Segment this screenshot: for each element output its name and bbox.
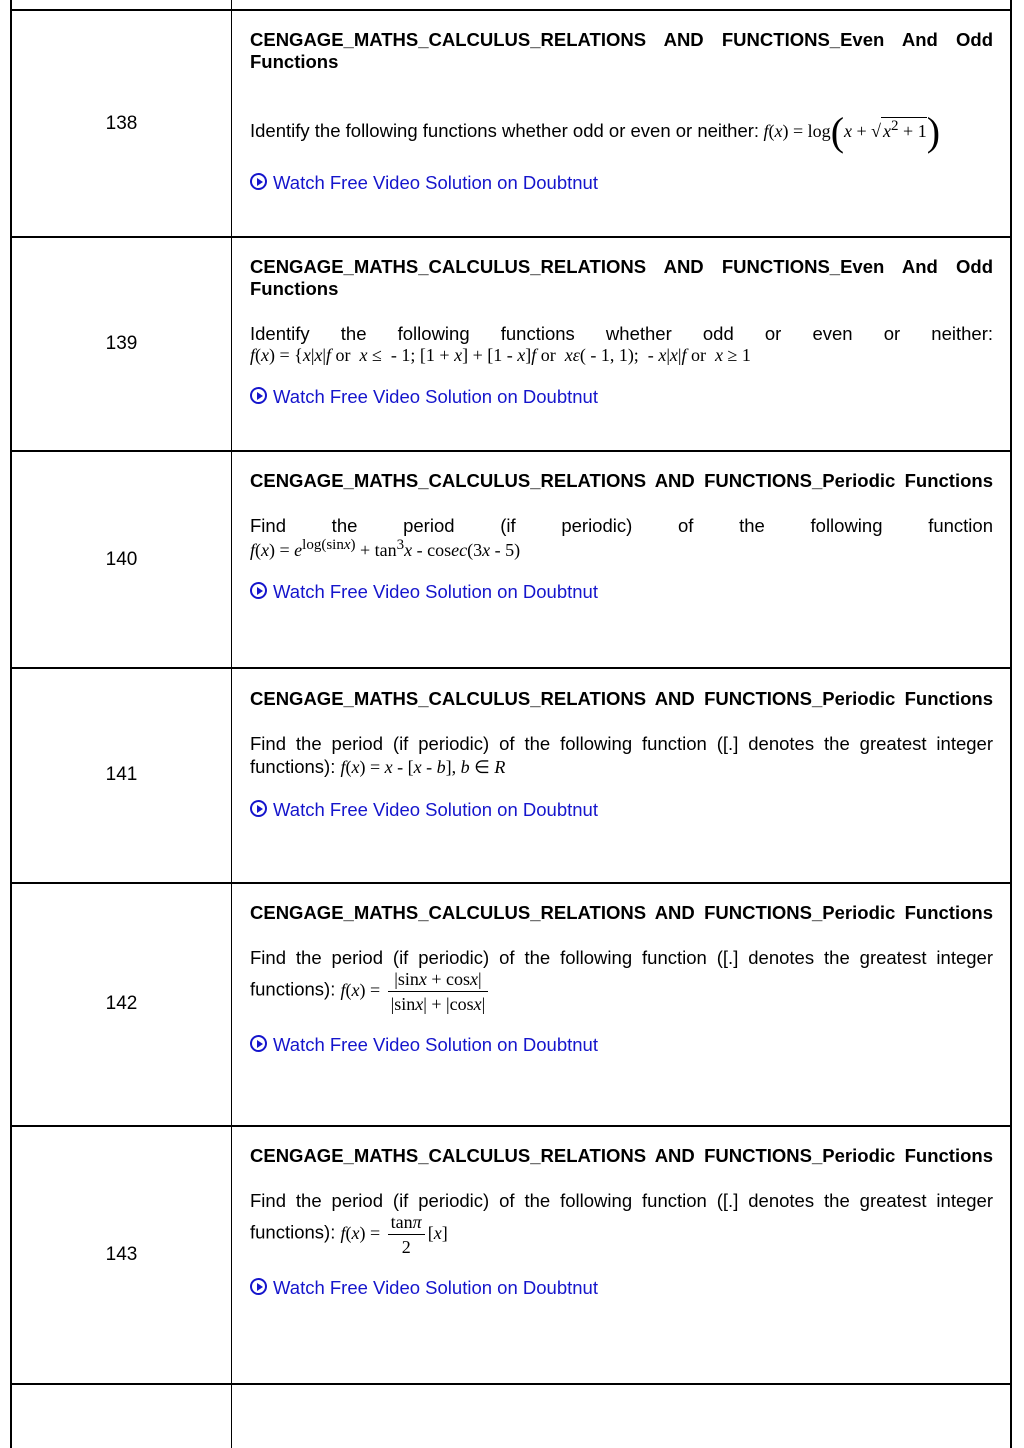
watch-video-link[interactable] bbox=[250, 172, 993, 194]
watch-video-link[interactable] bbox=[250, 581, 993, 603]
play-icon bbox=[250, 173, 267, 190]
question-text-line bbox=[250, 946, 993, 1014]
question-number: 140 bbox=[105, 549, 138, 570]
question-cell bbox=[250, 470, 993, 603]
watch-video-label: Watch Free Video Solution on Doubtnut bbox=[273, 386, 598, 407]
question-math: f(x) = {x|x|f or x ≤ - 1; [1 + x] + [1 - x]f or xε( - 1, 1); - x|x|f or x ≥ 1 bbox=[250, 345, 751, 365]
row-divider bbox=[10, 236, 1012, 238]
question-text-line bbox=[250, 109, 993, 154]
question-title: CENGAGE_MATHS_CALCULUS_RELATIONS AND FUNCTIONS_Even And Odd Functions bbox=[250, 256, 993, 299]
row-divider bbox=[10, 9, 1012, 11]
question-text-line bbox=[250, 1189, 993, 1257]
question-title: CENGAGE_MATHS_CALCULUS_RELATIONS AND FUNCTIONS_Even And Odd Functions bbox=[250, 29, 993, 72]
question-text-line bbox=[250, 732, 993, 779]
watch-video-label: Watch Free Video Solution on Doubtnut bbox=[273, 1034, 598, 1055]
watch-video-link[interactable] bbox=[250, 1277, 993, 1299]
watch-video-label: Watch Free Video Solution on Doubtnut bbox=[273, 172, 598, 193]
question-math: f(x) = log(x + √ $x^2 + 1$) bbox=[763, 109, 941, 154]
play-icon bbox=[250, 1278, 267, 1295]
play-icon bbox=[250, 800, 267, 817]
watch-video-link[interactable] bbox=[250, 799, 993, 821]
row-divider bbox=[10, 667, 1012, 669]
column-divider bbox=[231, 0, 232, 1448]
question-number: 143 bbox=[105, 1244, 138, 1265]
question-cell bbox=[250, 1145, 993, 1299]
watch-video-label: Watch Free Video Solution on Doubtnut bbox=[273, 581, 598, 602]
watch-video-link[interactable] bbox=[250, 386, 993, 408]
row-divider bbox=[10, 1125, 1012, 1127]
question-math: $f(x) = e^{log(sinx)} + \tan^3x - cosec(3x - 5)$ bbox=[250, 537, 521, 560]
row-divider bbox=[10, 1383, 1012, 1385]
question-cell bbox=[250, 29, 993, 194]
question-title: CENGAGE_MATHS_CALCULUS_RELATIONS AND FUNCTIONS_Periodic Functions bbox=[250, 688, 993, 709]
play-icon bbox=[250, 582, 267, 599]
question-text: Identify the following functions whether odd or even or neither: bbox=[250, 120, 760, 141]
question-cell bbox=[250, 902, 993, 1056]
question-number: 141 bbox=[105, 764, 138, 785]
watch-video-label: Watch Free Video Solution on Doubtnut bbox=[273, 799, 598, 820]
watch-video-link[interactable] bbox=[250, 1034, 993, 1056]
question-text: Find the period (if periodic) of the following function ([.] denotes the greatest integer functions): bbox=[250, 947, 993, 1000]
question-number: 138 bbox=[105, 113, 138, 134]
question-math: f(x) = $\frac{\tan\pi}{2}$ [x] bbox=[340, 1212, 448, 1257]
question-text: Find the period (if periodic) of the following function bbox=[250, 515, 993, 536]
row-divider bbox=[10, 450, 1012, 452]
question-cell bbox=[250, 688, 993, 821]
question-title: CENGAGE_MATHS_CALCULUS_RELATIONS AND FUNCTIONS_Periodic Functions bbox=[250, 902, 993, 923]
watch-video-label: Watch Free Video Solution on Doubtnut bbox=[273, 1277, 598, 1298]
question-title: CENGAGE_MATHS_CALCULUS_RELATIONS AND FUNCTIONS_Periodic Functions bbox=[250, 1145, 993, 1166]
question-math: f(x) = $\frac{|\sin x + \cos x|}{|\sin x| + |\cos x|}$ bbox=[341, 980, 492, 1000]
row-divider bbox=[10, 882, 1012, 884]
question-text: Identify the following functions whether odd or even or neither: bbox=[250, 323, 993, 344]
play-icon bbox=[250, 387, 267, 404]
question-text: Find the period (if periodic) of the following function ([.] denotes the greatest integer functions): bbox=[250, 1190, 993, 1243]
question-math: f(x) = x - [x - b], b ∈ R bbox=[340, 757, 506, 777]
question-number: 139 bbox=[105, 333, 138, 354]
question-cell bbox=[250, 256, 993, 408]
question-number: 142 bbox=[105, 993, 138, 1014]
question-text: Find the period (if periodic) of the following function ([.] denotes the greatest integer functions): bbox=[250, 733, 993, 777]
question-title: CENGAGE_MATHS_CALCULUS_RELATIONS AND FUNCTIONS_Periodic Functions bbox=[250, 470, 993, 491]
play-icon bbox=[250, 1035, 267, 1052]
